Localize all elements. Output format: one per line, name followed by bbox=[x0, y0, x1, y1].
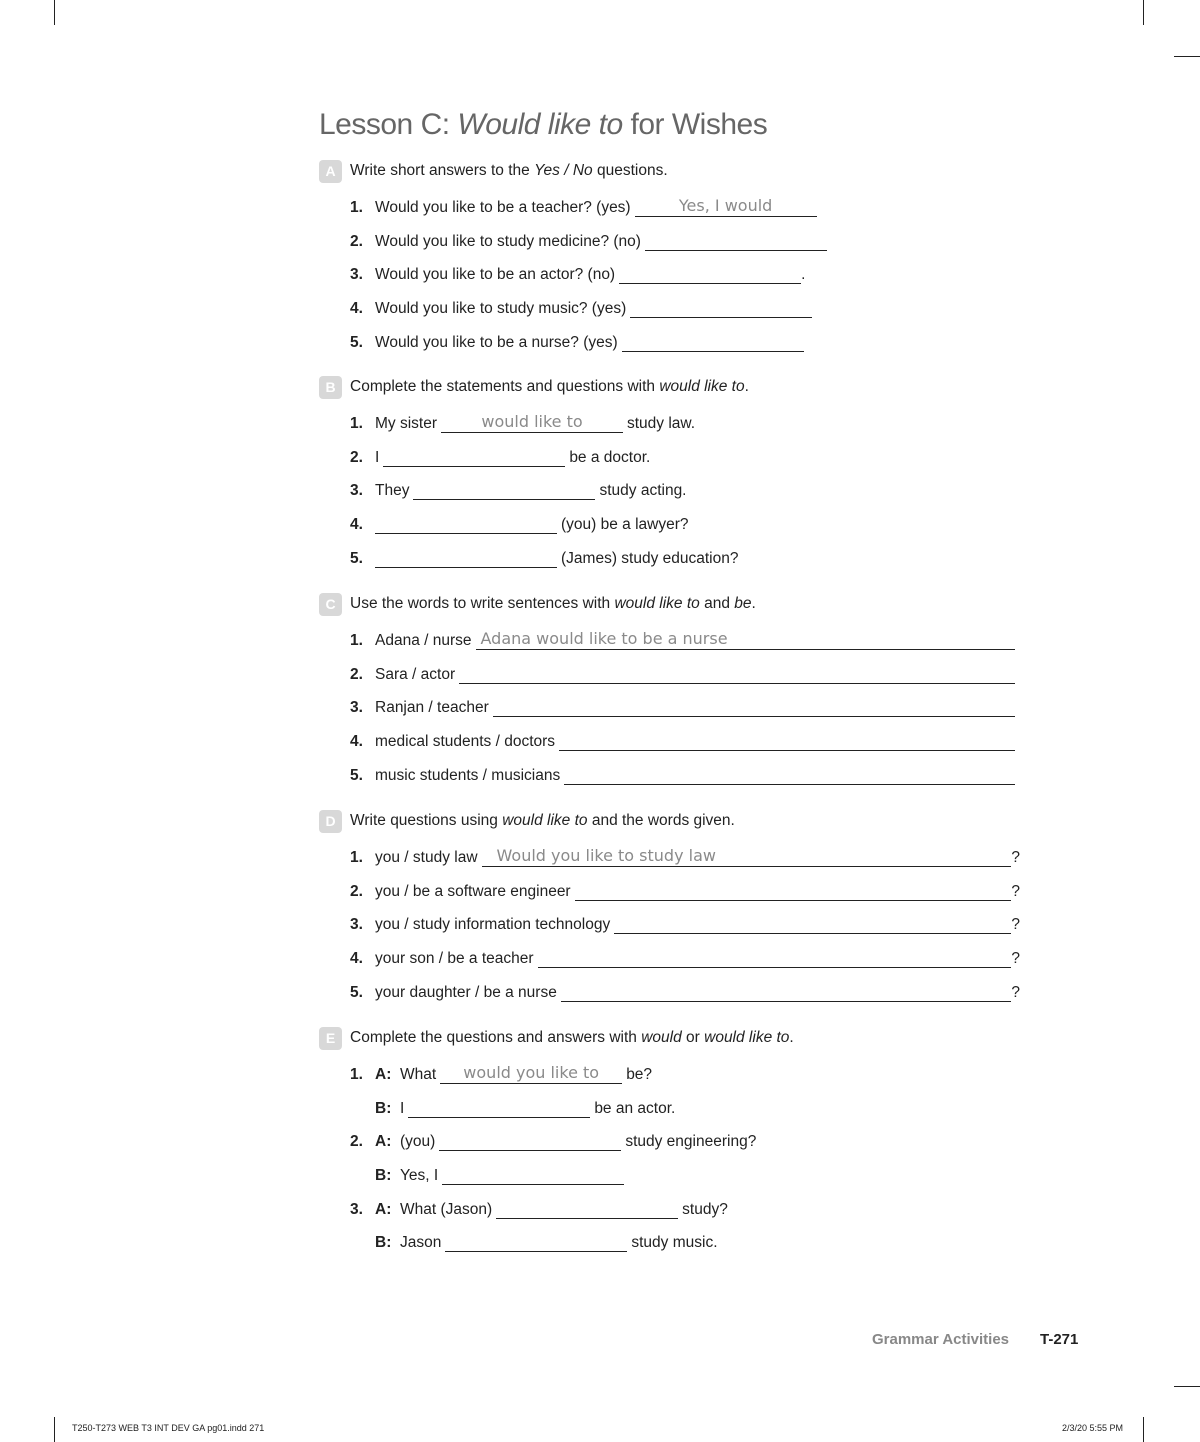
exercise-item: 3. you / study information technology ? bbox=[350, 910, 1020, 934]
exercise-item: 5. (James) study education? bbox=[350, 544, 738, 568]
dialogue-line: 3. A: What (Jason) study? bbox=[350, 1195, 728, 1219]
answer-blank[interactable] bbox=[445, 1231, 627, 1252]
section-d bbox=[319, 809, 1039, 1009]
answer-blank[interactable] bbox=[496, 1198, 678, 1219]
section-b bbox=[319, 375, 1039, 575]
answer-blank[interactable] bbox=[630, 297, 812, 318]
answer-blank[interactable] bbox=[493, 696, 1015, 717]
page-title: Lesson C: Would like to for Wishes bbox=[319, 108, 768, 141]
exercise-item: 2. Would you like to study medicine? (no) bbox=[350, 227, 831, 251]
print-slug-date: 2/3/20 5:55 PM bbox=[1062, 1423, 1124, 1433]
dialogue-line: B: I be an actor. bbox=[350, 1094, 675, 1118]
section-a bbox=[319, 159, 1039, 359]
answer-blank[interactable] bbox=[375, 547, 557, 568]
section-d-header bbox=[319, 809, 1039, 833]
exercise-item: 5. your daughter / be a nurse ? bbox=[350, 978, 1020, 1002]
answer-text: would you like to bbox=[463, 1063, 600, 1082]
exercise-item: 4. medical students / doctors bbox=[350, 727, 1015, 751]
section-badge: C bbox=[319, 593, 342, 616]
dialogue-line: B: Jason study music. bbox=[350, 1228, 718, 1252]
answer-blank[interactable] bbox=[375, 513, 557, 534]
exercise-item: 5. music students / musicians bbox=[350, 761, 1015, 785]
section-badge: B bbox=[319, 376, 342, 399]
answer-blank[interactable] bbox=[441, 412, 623, 433]
answer-blank[interactable] bbox=[614, 913, 1011, 934]
answer-blank[interactable] bbox=[439, 1130, 621, 1151]
crop-mark bbox=[54, 0, 55, 25]
dialogue-line: 1. A: What would you like to be? bbox=[350, 1063, 653, 1083]
answer-text: Would you like to study law bbox=[496, 846, 716, 865]
answer-blank[interactable] bbox=[575, 880, 1012, 901]
section-instructions: Use the words to write sentences with would like to and be. bbox=[350, 595, 756, 612]
section-badge: A bbox=[319, 160, 342, 183]
section-c-header bbox=[319, 592, 1039, 616]
exercise-item: 2. you / be a software engineer ? bbox=[350, 877, 1020, 901]
crop-mark bbox=[54, 1417, 55, 1442]
section-c bbox=[319, 592, 1039, 792]
section-badge: E bbox=[319, 1027, 342, 1050]
exercise-item: 4. Would you like to study music? (yes) bbox=[350, 294, 816, 318]
answer-blank[interactable] bbox=[482, 846, 1012, 867]
exercise-item: 4. your son / be a teacher ? bbox=[350, 944, 1020, 968]
answer-blank[interactable] bbox=[559, 730, 1015, 751]
section-a-header bbox=[319, 159, 1039, 183]
footer-section-label: Grammar Activities bbox=[872, 1331, 1010, 1348]
answer-blank[interactable] bbox=[408, 1097, 590, 1118]
exercise-item: 3. Ranjan / teacher bbox=[350, 693, 1015, 717]
answer-text: Yes, I would bbox=[678, 196, 773, 215]
exercise-item: 5. Would you like to be a nurse? (yes) bbox=[350, 328, 808, 352]
exercise-item: 1. My sister would like to study law. bbox=[350, 412, 696, 432]
answer-blank[interactable] bbox=[459, 663, 1015, 684]
answer-blank[interactable] bbox=[619, 263, 801, 284]
crop-mark bbox=[1174, 56, 1200, 57]
crop-mark bbox=[1143, 1417, 1144, 1442]
section-e bbox=[319, 1026, 1039, 1256]
exercise-item: 3. They study acting. bbox=[350, 476, 687, 500]
answer-blank[interactable] bbox=[413, 479, 595, 500]
exercise-item: 1. you / study law Would you like to study law ? bbox=[350, 846, 1020, 866]
exercise-item: 1. Would you like to be a teacher? (yes) Yes, I would bbox=[350, 193, 821, 217]
exercise-item: 2. I be a doctor. bbox=[350, 443, 650, 467]
crop-mark bbox=[1143, 0, 1144, 25]
answer-text: Adana would like to be a nurse bbox=[480, 629, 728, 648]
section-instructions: Complete the questions and answers with would or would like to. bbox=[350, 1029, 794, 1046]
answer-text: would like to bbox=[481, 412, 583, 431]
answer-blank[interactable] bbox=[561, 981, 1012, 1002]
section-instructions: Write questions using would like to and the words given. bbox=[350, 812, 735, 829]
section-instructions: Write short answers to the Yes / No questions. bbox=[350, 162, 668, 179]
exercise-item: 2. Sara / actor bbox=[350, 660, 1015, 684]
answer-blank[interactable] bbox=[564, 764, 1015, 785]
exercise-item: 4. (you) be a lawyer? bbox=[350, 510, 689, 534]
page-number: T-271 bbox=[1040, 1331, 1079, 1348]
answer-blank[interactable] bbox=[442, 1164, 624, 1185]
section-e-header bbox=[319, 1026, 1039, 1050]
answer-blank[interactable] bbox=[538, 947, 1012, 968]
exercise-item: 1. Adana / nurse Adana would like to be a nurse bbox=[350, 626, 1015, 650]
dialogue-line: B: Yes, I bbox=[350, 1161, 628, 1185]
answer-blank[interactable] bbox=[383, 446, 565, 467]
dialogue-line: 2. A: (you) study engineering? bbox=[350, 1127, 756, 1151]
section-badge: D bbox=[319, 810, 342, 833]
crop-mark bbox=[1174, 1386, 1200, 1387]
exercise-item: 3. Would you like to be an actor? (no) . bbox=[350, 260, 805, 284]
answer-blank[interactable] bbox=[645, 230, 827, 251]
section-b-header bbox=[319, 375, 1039, 399]
section-instructions: Complete the statements and questions with would like to. bbox=[350, 378, 749, 395]
answer-blank[interactable] bbox=[635, 196, 817, 217]
print-slug-file: T250-T273 WEB T3 INT DEV GA pg01.indd 271 bbox=[72, 1423, 265, 1433]
answer-blank[interactable] bbox=[440, 1063, 622, 1084]
answer-blank[interactable] bbox=[622, 331, 804, 352]
answer-blank[interactable] bbox=[476, 629, 1015, 650]
